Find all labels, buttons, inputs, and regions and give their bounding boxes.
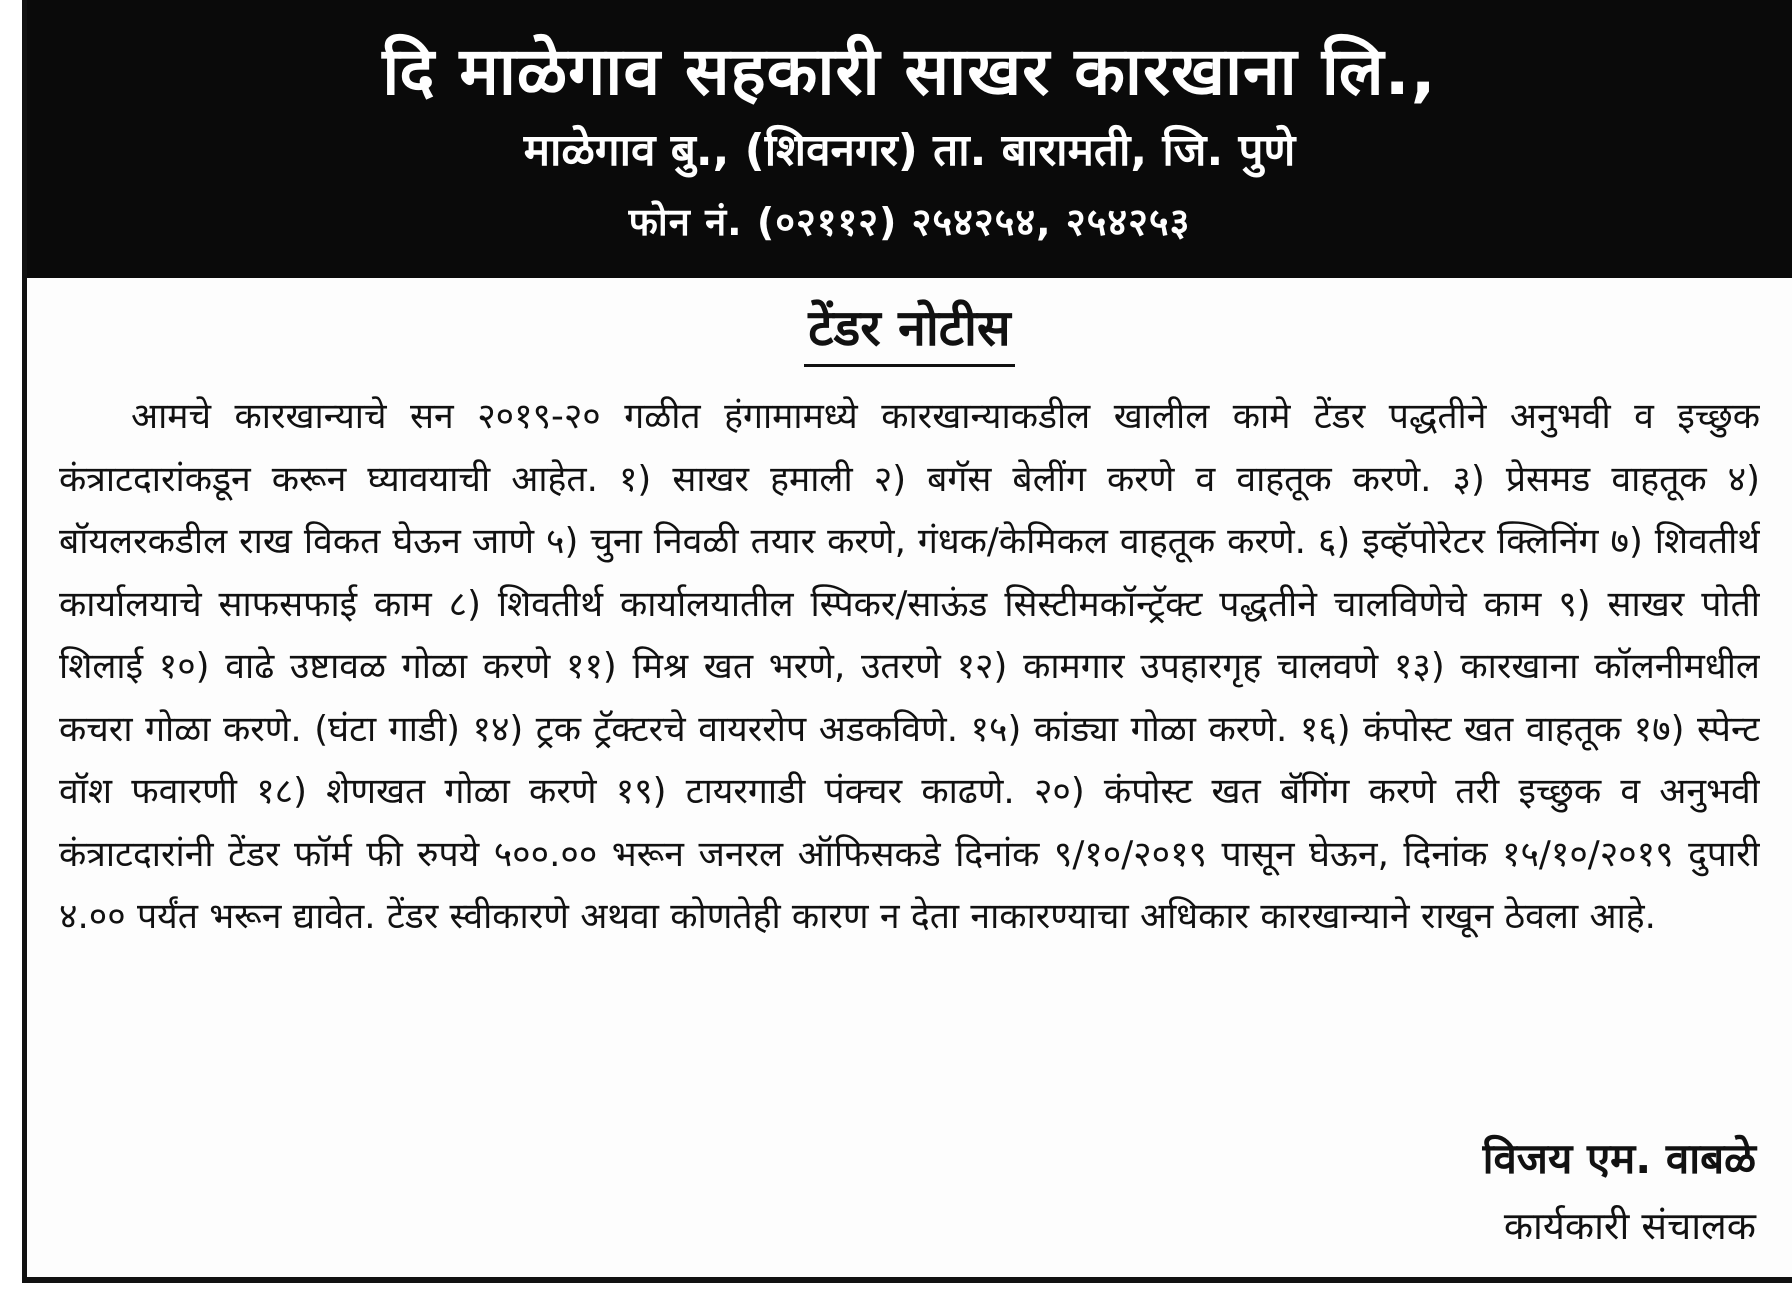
notice-body: आमचे कारखान्याचे सन २०१९-२० गळीत हंगामामध्ये कारखान्याकडील खालील कामे टेंडर पद्धतीने अनुभवी व इच्छुक कंत्राटदारांकडून करून घ्यावयाची आहेत. १) साखर हमाली २) बगॅस बेलींग करणे व वाहतूक करणे. ३) प्रेसमड वाहतूक ४) बॉयलरकडील राख विकत घेऊन जाणे ५) चुना निवळी तयार करणे, गंधक/केमिकल वाहतूक करणे. ६) इव्हॅपोरेटर क्लिनिंग ७) शिवतीर्थ कार्यालयाचे साफसफाई काम ८) शिवतीर्थ कार्यालयातील स्पिकर/साऊंड सिस्टीमकॉन्ट्रॅक्ट पद्धतीने चालविणेचे काम ९) साखर पोती शिलाई १०) वाढे उष्टावळ गोळा करणे ११) मिश्र खत भरणे, उतरणे १२) कामगार उपहारगृह चालवणे १३) कारखाना कॉलनीमधील कचरा गोळा करणे. (घंटा गाडी) १४) ट्रक ट्रॅक्टरचे वायररोप अडकविणे. १५) कांड्या गोळा करणे. १६) कंपोस्ट खत वाहतूक १७) स्पेन्ट वॉश फवारणी १८) शेणखत गोळा करणे १९) टायरगाडी पंक्चर काढणे. २०) कंपोस्ट खत बॅगिंग करणे तरी इच्छुक व अनुभवी कंत्राटदारांनी टेंडर फॉर्म फी रुपये ५००.०० भरून जनरल ऑफिसकडे दिनांक ९/१०/२०१९ पासून घेऊन, दिनांक १५/१०/२०१९ दुपारी ४.०० पर्यंत भरून द्यावेत. टेंडर स्वीकारणे अथवा कोणतेही कारण न देता नाकारण्याचा अधिकार कारखान्याने राखून ठेवला आहे.: [59, 396, 1760, 937]
signatory-designation: कार्यकारी संचालक: [1503, 1204, 1756, 1248]
title-wrapper: [27, 294, 1792, 376]
organization-phone: फोन नं. (०२११२) २५४२५४, २५४२५३: [628, 200, 1191, 244]
notice-title: टेंडर नोटीस: [804, 294, 1014, 367]
organization-name: दि माळेगाव सहकारी साखर कारखाना लि.,: [382, 33, 1437, 110]
signatory-name: विजय एम. वाबळे: [1482, 1134, 1756, 1183]
masthead: [27, 0, 1792, 278]
signature-block: [1483, 1125, 1756, 1259]
organization-address: माळेगाव बु., (शिवनगर) ता. बारामती, जि. पुणे: [523, 125, 1296, 176]
tender-notice: [22, 0, 1792, 1283]
